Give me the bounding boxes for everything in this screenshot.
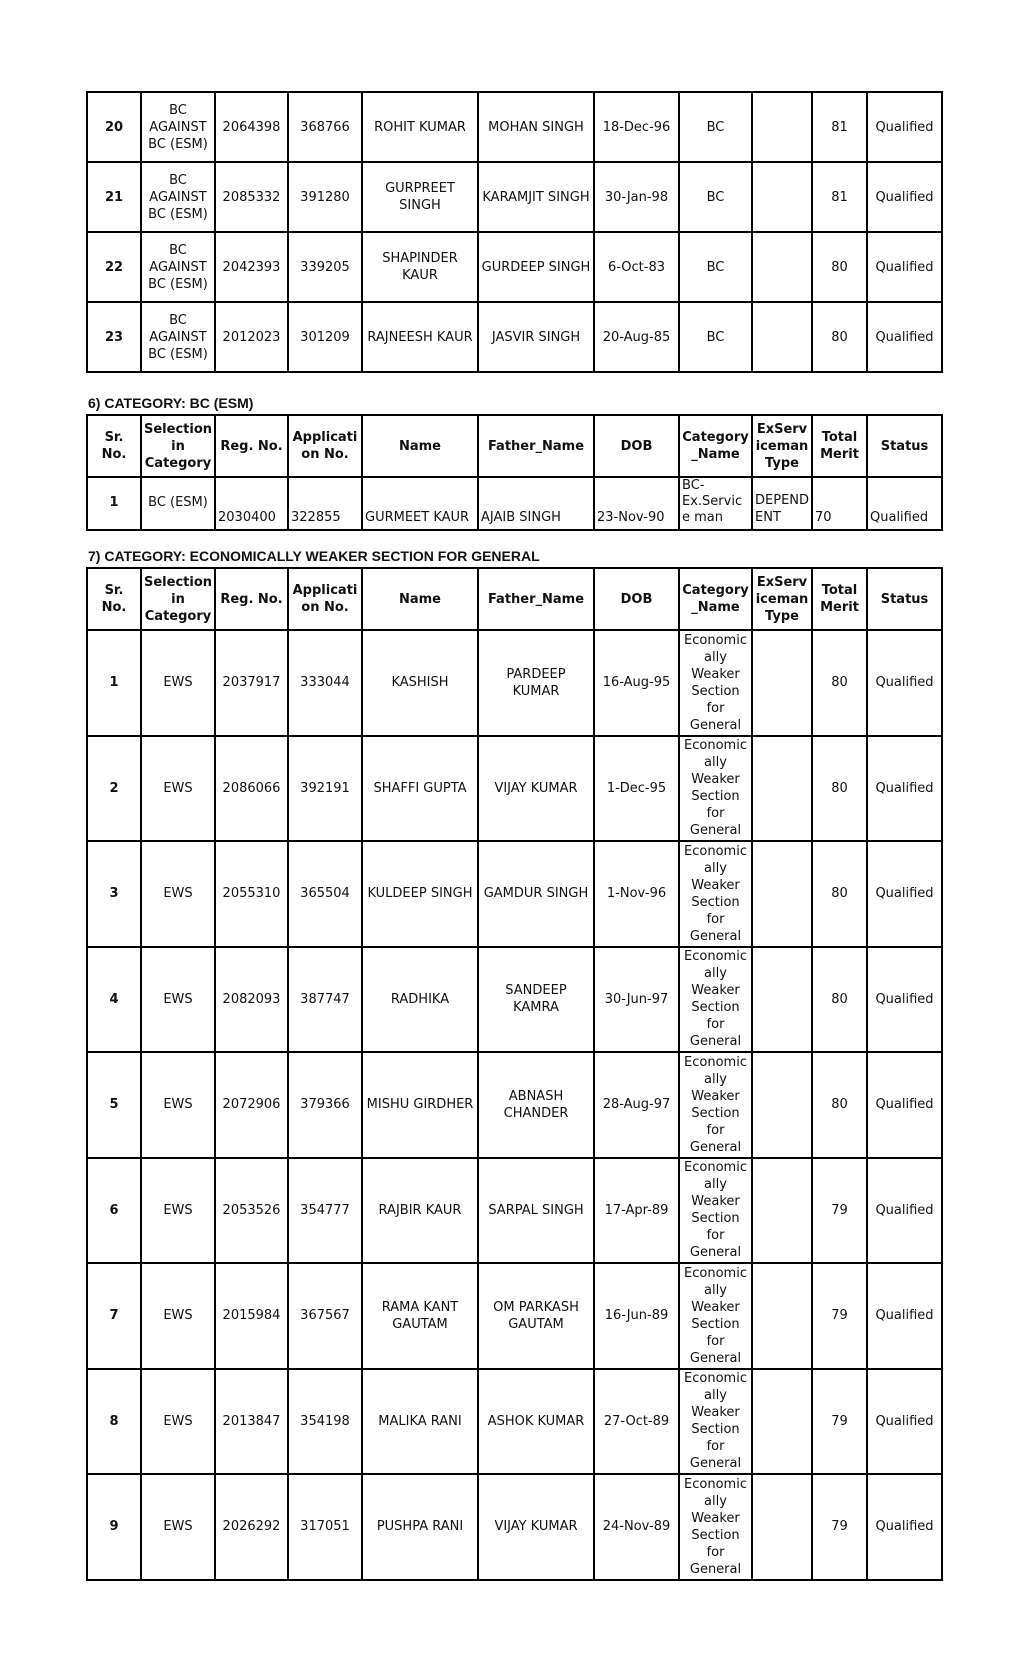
total-merit-cell: 80	[812, 947, 867, 1053]
status-cell: Qualified	[867, 92, 942, 162]
application-no-cell: 333044	[288, 630, 362, 736]
section-7-title: 7) CATEGORY: ECONOMICALLY WEAKER SECTION FOR GENERAL	[88, 548, 540, 564]
father-name-cell: AJAIB SINGH	[478, 477, 594, 530]
selection-category-cell: EWS	[141, 630, 215, 736]
reg-no-cell: 2086066	[215, 736, 288, 842]
selection-category-cell: BC (ESM)	[141, 477, 215, 530]
father-name-cell: GAMDUR SINGH	[478, 841, 594, 947]
bc-esm-table	[86, 414, 943, 531]
header-total-merit: Total Merit	[812, 415, 867, 477]
sr-no-cell: 1	[87, 477, 141, 530]
total-merit-cell: 80	[812, 1052, 867, 1158]
dob-cell: 1-Dec-95	[594, 736, 679, 842]
father-name-cell: OM PARKASH GAUTAM	[478, 1263, 594, 1369]
status-cell: Qualified	[867, 1158, 942, 1264]
reg-no-cell: 2082093	[215, 947, 288, 1053]
section-6-title: 6) CATEGORY: BC (ESM)	[88, 395, 254, 411]
application-no-cell: 317051	[288, 1474, 362, 1580]
father-name-cell: ASHOK KUMAR	[478, 1369, 594, 1475]
header-selection-category: Selection in Category	[141, 568, 215, 630]
category-name-cell: Economically Weaker Section for General	[679, 1158, 752, 1264]
father-name-cell: VIJAY KUMAR	[478, 736, 594, 842]
dob-cell: 30-Jun-97	[594, 947, 679, 1053]
exserviceman-type-cell	[752, 1369, 812, 1475]
name-cell: MALIKA RANI	[362, 1369, 478, 1475]
dob-cell: 6-Oct-83	[594, 232, 679, 302]
name-cell: RAMA KANT GAUTAM	[362, 1263, 478, 1369]
father-name-cell: ABNASH CHANDER	[478, 1052, 594, 1158]
reg-no-cell: 2037917	[215, 630, 288, 736]
table-row	[87, 477, 942, 530]
reg-no-cell: 2015984	[215, 1263, 288, 1369]
sr-no-cell: 3	[87, 841, 141, 947]
name-cell: SHAFFI GUPTA	[362, 736, 478, 842]
category-name-cell: Economically Weaker Section for General	[679, 630, 752, 736]
category-name-cell: Economically Weaker Section for General	[679, 1263, 752, 1369]
category-name-cell: BC-Ex.Service man	[679, 477, 752, 530]
exserviceman-type-cell	[752, 162, 812, 232]
header-dob: DOB	[594, 415, 679, 477]
name-cell: MISHU GIRDHER	[362, 1052, 478, 1158]
sr-no-cell: 8	[87, 1369, 141, 1475]
sr-no-cell: 4	[87, 947, 141, 1053]
selection-category-cell: EWS	[141, 1474, 215, 1580]
father-name-cell: MOHAN SINGH	[478, 92, 594, 162]
header-category-name: Category _Name	[679, 415, 752, 477]
status-cell: Qualified	[867, 736, 942, 842]
exserviceman-type-cell	[752, 1474, 812, 1580]
selection-category-cell: EWS	[141, 1263, 215, 1369]
reg-no-cell: 2030400	[215, 477, 288, 530]
dob-cell: 23-Nov-90	[594, 477, 679, 530]
header-exserviceman-type: ExServ iceman Type	[752, 415, 812, 477]
dob-cell: 18-Dec-96	[594, 92, 679, 162]
dob-cell: 1-Nov-96	[594, 841, 679, 947]
application-no-cell: 339205	[288, 232, 362, 302]
father-name-cell: VIJAY KUMAR	[478, 1474, 594, 1580]
name-cell: KASHISH	[362, 630, 478, 736]
reg-no-cell: 2042393	[215, 232, 288, 302]
application-no-cell: 322855	[288, 477, 362, 530]
selection-category-cell: EWS	[141, 841, 215, 947]
dob-cell: 17-Apr-89	[594, 1158, 679, 1264]
total-merit-cell: 79	[812, 1158, 867, 1264]
exserviceman-type-cell	[752, 736, 812, 842]
father-name-cell: GURDEEP SINGH	[478, 232, 594, 302]
header-father-name: Father_Name	[478, 568, 594, 630]
reg-no-cell: 2085332	[215, 162, 288, 232]
exserviceman-type-cell	[752, 92, 812, 162]
category-name-cell: BC	[679, 302, 752, 372]
dob-cell: 30-Jan-98	[594, 162, 679, 232]
total-merit-cell: 80	[812, 736, 867, 842]
status-cell: Qualified	[867, 1474, 942, 1580]
application-no-cell: 392191	[288, 736, 362, 842]
header-dob: DOB	[594, 568, 679, 630]
father-name-cell: PARDEEP KUMAR	[478, 630, 594, 736]
exserviceman-type-cell	[752, 232, 812, 302]
application-no-cell: 354198	[288, 1369, 362, 1475]
name-cell: RADHIKA	[362, 947, 478, 1053]
exserviceman-type-cell	[752, 841, 812, 947]
status-cell: Qualified	[867, 1052, 942, 1158]
table-header-row	[87, 568, 942, 630]
category-name-cell: BC	[679, 162, 752, 232]
ews-table	[86, 567, 943, 1581]
table-header-row	[87, 415, 942, 477]
header-sr-no: Sr. No.	[87, 415, 141, 477]
category-name-cell: Economically Weaker Section for General	[679, 1052, 752, 1158]
dob-cell: 28-Aug-97	[594, 1052, 679, 1158]
sr-no-cell: 7	[87, 1263, 141, 1369]
father-name-cell: SARPAL SINGH	[478, 1158, 594, 1264]
header-name: Name	[362, 568, 478, 630]
status-cell: Qualified	[867, 232, 942, 302]
application-no-cell: 368766	[288, 92, 362, 162]
category-name-cell: Economically Weaker Section for General	[679, 841, 752, 947]
dob-cell: 16-Aug-95	[594, 630, 679, 736]
application-no-cell: 387747	[288, 947, 362, 1053]
category-name-cell: BC	[679, 92, 752, 162]
application-no-cell: 379366	[288, 1052, 362, 1158]
name-cell: GURMEET KAUR	[362, 477, 478, 530]
name-cell: RAJNEESH KAUR	[362, 302, 478, 372]
header-reg-no: Reg. No.	[215, 415, 288, 477]
reg-no-cell: 2064398	[215, 92, 288, 162]
table-row	[87, 162, 942, 232]
header-category-name: Category _Name	[679, 568, 752, 630]
exserviceman-type-cell: DEPEND ENT	[752, 477, 812, 530]
name-cell: GURPREET SINGH	[362, 162, 478, 232]
exserviceman-type-cell	[752, 302, 812, 372]
sr-no-cell: 22	[87, 232, 141, 302]
name-cell: SHAPINDER KAUR	[362, 232, 478, 302]
father-name-cell: SANDEEP KAMRA	[478, 947, 594, 1053]
application-no-cell: 365504	[288, 841, 362, 947]
total-merit-cell: 70	[812, 477, 867, 530]
previous-category-table	[86, 91, 943, 373]
sr-no-cell: 5	[87, 1052, 141, 1158]
status-cell: Qualified	[867, 302, 942, 372]
reg-no-cell: 2012023	[215, 302, 288, 372]
table-row	[87, 1474, 942, 1580]
dob-cell: 16-Jun-89	[594, 1263, 679, 1369]
table-row	[87, 630, 942, 736]
total-merit-cell: 79	[812, 1369, 867, 1475]
selection-category-cell: BC AGAINST BC (ESM)	[141, 302, 215, 372]
sr-no-cell: 20	[87, 92, 141, 162]
header-name: Name	[362, 415, 478, 477]
dob-cell: 27-Oct-89	[594, 1369, 679, 1475]
exserviceman-type-cell	[752, 1263, 812, 1369]
reg-no-cell: 2053526	[215, 1158, 288, 1264]
total-merit-cell: 79	[812, 1474, 867, 1580]
table-row	[87, 1369, 942, 1475]
application-no-cell: 391280	[288, 162, 362, 232]
total-merit-cell: 80	[812, 232, 867, 302]
exserviceman-type-cell	[752, 947, 812, 1053]
reg-no-cell: 2055310	[215, 841, 288, 947]
sr-no-cell: 9	[87, 1474, 141, 1580]
category-name-cell: Economically Weaker Section for General	[679, 736, 752, 842]
table-row	[87, 302, 942, 372]
sr-no-cell: 23	[87, 302, 141, 372]
table-row	[87, 841, 942, 947]
name-cell: KULDEEP SINGH	[362, 841, 478, 947]
status-cell: Qualified	[867, 1369, 942, 1475]
header-father-name: Father_Name	[478, 415, 594, 477]
table-row	[87, 1158, 942, 1264]
status-cell: Qualified	[867, 630, 942, 736]
header-status: Status	[867, 568, 942, 630]
father-name-cell: JASVIR SINGH	[478, 302, 594, 372]
status-cell: Qualified	[867, 477, 942, 530]
reg-no-cell: 2026292	[215, 1474, 288, 1580]
exserviceman-type-cell	[752, 1158, 812, 1264]
sr-no-cell: 2	[87, 736, 141, 842]
category-name-cell: BC	[679, 232, 752, 302]
selection-category-cell: EWS	[141, 736, 215, 842]
total-merit-cell: 79	[812, 1263, 867, 1369]
table-row	[87, 1052, 942, 1158]
selection-category-cell: EWS	[141, 947, 215, 1053]
status-cell: Qualified	[867, 1263, 942, 1369]
name-cell: ROHIT KUMAR	[362, 92, 478, 162]
application-no-cell: 301209	[288, 302, 362, 372]
selection-category-cell: EWS	[141, 1052, 215, 1158]
header-application-no: Applicati on No.	[288, 415, 362, 477]
selection-category-cell: BC AGAINST BC (ESM)	[141, 162, 215, 232]
dob-cell: 20-Aug-85	[594, 302, 679, 372]
table-row	[87, 92, 942, 162]
total-merit-cell: 80	[812, 630, 867, 736]
header-status: Status	[867, 415, 942, 477]
father-name-cell: KARAMJIT SINGH	[478, 162, 594, 232]
selection-category-cell: EWS	[141, 1158, 215, 1264]
dob-cell: 24-Nov-89	[594, 1474, 679, 1580]
total-merit-cell: 81	[812, 92, 867, 162]
table-row	[87, 947, 942, 1053]
table-row	[87, 1263, 942, 1369]
header-total-merit: Total Merit	[812, 568, 867, 630]
status-cell: Qualified	[867, 947, 942, 1053]
sr-no-cell: 6	[87, 1158, 141, 1264]
application-no-cell: 367567	[288, 1263, 362, 1369]
table-row	[87, 232, 942, 302]
reg-no-cell: 2013847	[215, 1369, 288, 1475]
status-cell: Qualified	[867, 162, 942, 232]
header-selection-category: Selection in Category	[141, 415, 215, 477]
header-reg-no: Reg. No.	[215, 568, 288, 630]
sr-no-cell: 1	[87, 630, 141, 736]
name-cell: PUSHPA RANI	[362, 1474, 478, 1580]
application-no-cell: 354777	[288, 1158, 362, 1264]
reg-no-cell: 2072906	[215, 1052, 288, 1158]
selection-category-cell: BC AGAINST BC (ESM)	[141, 232, 215, 302]
status-cell: Qualified	[867, 841, 942, 947]
exserviceman-type-cell	[752, 630, 812, 736]
total-merit-cell: 81	[812, 162, 867, 232]
header-exserviceman-type: ExServ iceman Type	[752, 568, 812, 630]
sr-no-cell: 21	[87, 162, 141, 232]
header-application-no: Applicati on No.	[288, 568, 362, 630]
total-merit-cell: 80	[812, 302, 867, 372]
selection-category-cell: BC AGAINST BC (ESM)	[141, 92, 215, 162]
category-name-cell: Economically Weaker Section for General	[679, 1369, 752, 1475]
category-name-cell: Economically Weaker Section for General	[679, 1474, 752, 1580]
header-sr-no: Sr. No.	[87, 568, 141, 630]
table-row	[87, 736, 942, 842]
name-cell: RAJBIR KAUR	[362, 1158, 478, 1264]
selection-category-cell: EWS	[141, 1369, 215, 1475]
category-name-cell: Economically Weaker Section for General	[679, 947, 752, 1053]
total-merit-cell: 80	[812, 841, 867, 947]
exserviceman-type-cell	[752, 1052, 812, 1158]
